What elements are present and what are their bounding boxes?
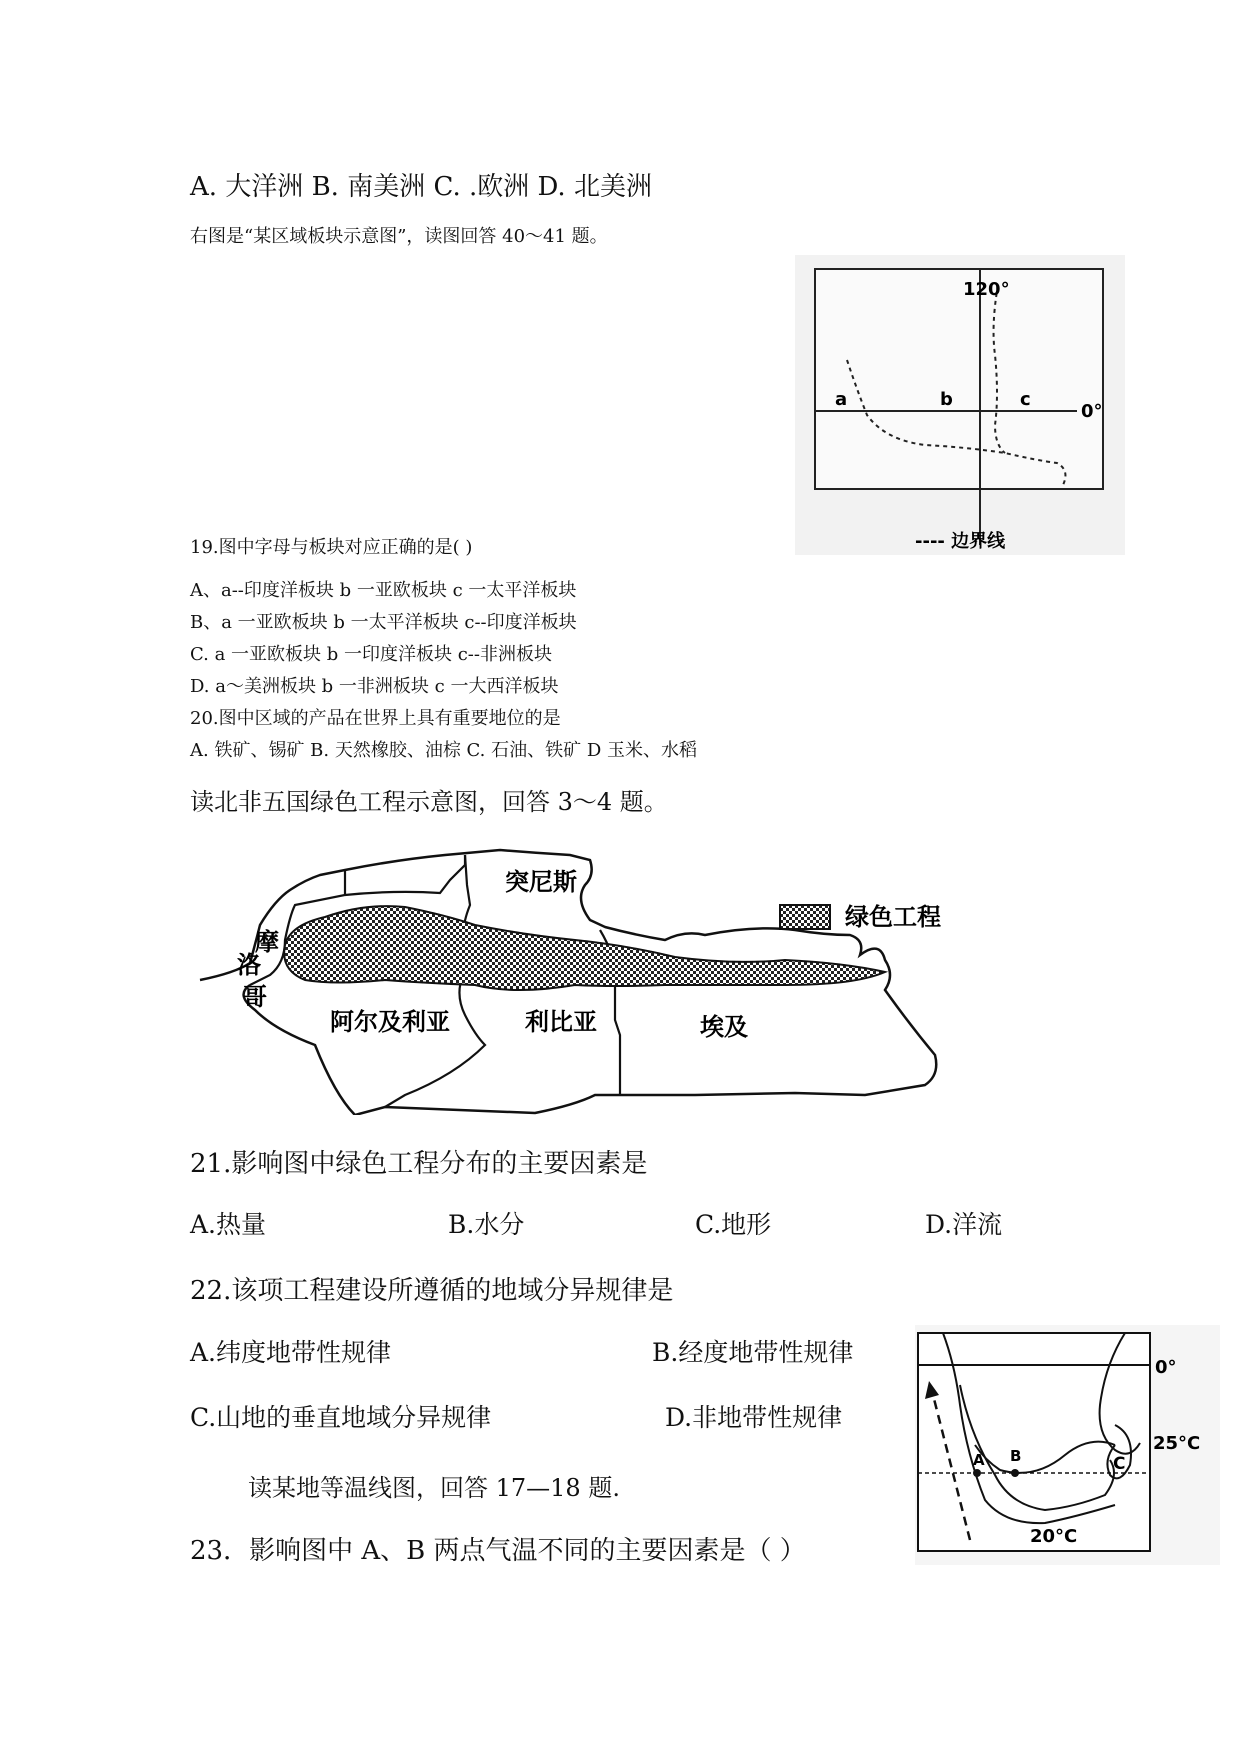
q19-stem: 19.图中字母与板块对应正确的是( ) <box>190 537 473 558</box>
label-tunisia: 突尼斯 <box>505 868 577 896</box>
iso-label-20: 20°C <box>1030 1526 1078 1547</box>
q21-option-c: C.地形 <box>695 1210 772 1239</box>
q21-option-a: A.热量 <box>190 1210 267 1239</box>
q19-option-c: C. a 一亚欧板块 b 一印度洋板块 c--非洲板块 <box>190 644 552 665</box>
q19-option-b: B、a 一亚欧板块 b 一太平洋板块 c--印度洋板块 <box>190 612 577 633</box>
q22-option-c: C.山地的垂直地域分异规律 <box>190 1403 492 1432</box>
iso-label-A: A <box>973 1451 985 1469</box>
isotherm-intro: 读某地等温线图，回答 17—18 题. <box>248 1474 620 1502</box>
plate-label-a: a <box>835 389 848 410</box>
label-algeria: 阿尔及利亚 <box>330 1008 450 1036</box>
q-options-continents: A. 大洋洲 B. 南美洲 C. .欧洲 D. 北美洲 <box>190 172 652 202</box>
isotherm-map-figure <box>915 1325 1220 1565</box>
q22-option-a: A.纬度地带性规律 <box>190 1338 392 1367</box>
iso-label-C: C <box>1113 1454 1126 1474</box>
q21-option-d: D.洋流 <box>925 1210 1003 1239</box>
q21-stem: 21.影响图中绿色工程分布的主要因素是 <box>190 1149 648 1179</box>
legend-green-swatch <box>780 905 830 929</box>
plate-intro: 右图是“某区域板块示意图”，读图回答 40～41 题。 <box>190 226 608 247</box>
q20-options: A. 铁矿、锡矿 B. 天然橡胶、油棕 C. 石油、铁矿 D 玉米、水稻 <box>190 740 698 761</box>
q23-stem: 23．影响图中 A、B 两点气温不同的主要因素是（ ） <box>190 1536 806 1566</box>
label-egypt: 埃及 <box>700 1013 748 1041</box>
q22-stem: 22.该项工程建设所遵循的地域分异规律是 <box>190 1276 674 1306</box>
label-libya: 利比亚 <box>525 1008 597 1036</box>
q22-option-b: B.经度地带性规律 <box>652 1338 854 1367</box>
legend-green-label: 绿色工程 <box>845 903 941 931</box>
africa-intro: 读北非五国绿色工程示意图，回答 3～4 题。 <box>190 788 668 816</box>
plate-map-figure <box>795 255 1125 555</box>
q21-option-b: B.水分 <box>448 1210 525 1239</box>
north-africa-map-figure <box>195 845 975 1115</box>
iso-label-B: B <box>1010 1447 1022 1465</box>
iso-label-0: 0° <box>1155 1357 1177 1378</box>
label-morocco-3: 哥 <box>243 983 267 1011</box>
label-morocco-1: 摩 <box>255 928 279 956</box>
plate-label-c: c <box>1020 389 1031 410</box>
q20-stem: 20.图中区域的产品在世界上具有重要地位的是 <box>190 708 561 729</box>
plate-label-120: 120° <box>963 279 1010 300</box>
label-morocco-2: 洛 <box>237 951 261 979</box>
plate-label-b: b <box>940 389 953 410</box>
q22-option-d: D.非地带性规律 <box>665 1403 843 1432</box>
q19-option-a: A、a--印度洋板块 b 一亚欧板块 c 一太平洋板块 <box>190 580 577 601</box>
iso-label-25: 25°C <box>1153 1433 1201 1454</box>
q19-option-d: D. a～美洲板块 b 一非洲板块 c 一大西洋板块 <box>190 676 559 697</box>
plate-legend-boundary: ---- 边界线 <box>915 531 1006 552</box>
plate-label-0: 0° <box>1081 401 1103 422</box>
